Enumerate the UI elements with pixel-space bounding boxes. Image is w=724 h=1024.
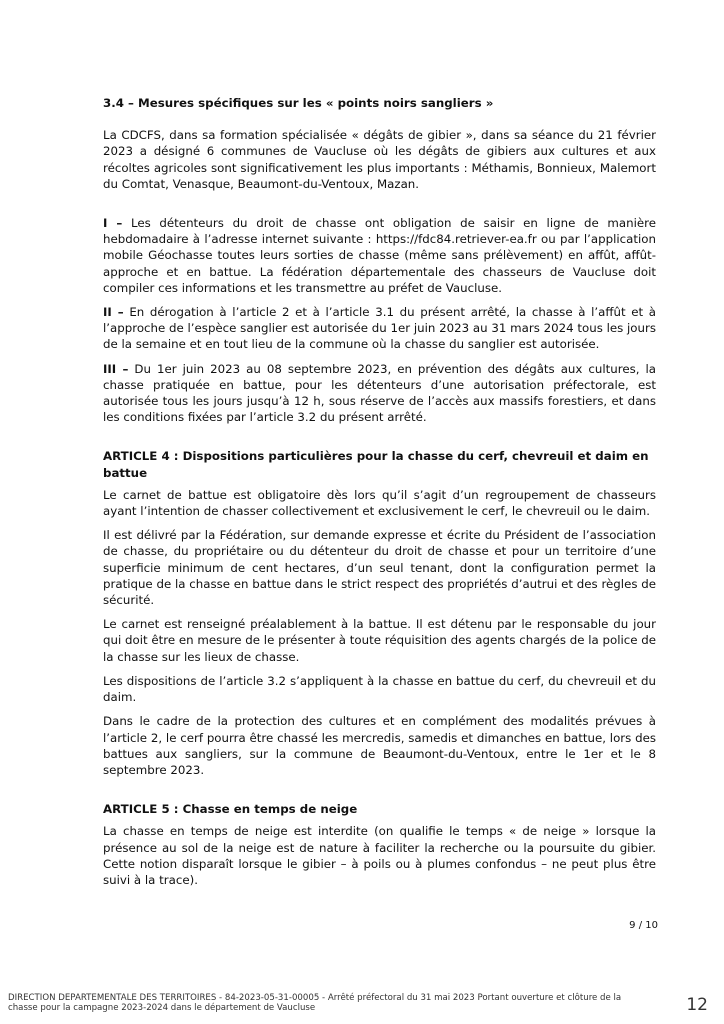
item-2-num: II –	[103, 305, 124, 320]
article4-paragraph: Il est délivré par la Fédération, sur demande expresse et écrite du Président de l’association de chasse, du propriétaire ou du détenteur du droit de chasse et pour un territoire d’une superficie minimum de cent hectares, d’un seul tenant, dont la configuration permet la pratique de la chasse en battue dans le strict respect des propriétés d’autrui et des règles de sécurité.	[103, 528, 656, 608]
article5-paragraph: La chasse en temps de neige est interdite (on qualifie le temps « de neige » lorsque la présence au sol de la neige est de nature à faciliter la recherche ou la poursuite du gibier. Cette notion disparaît lorsque le gibier – à poils ou à plumes confondus – ne peut plus être suivi à la trace).	[103, 824, 656, 887]
article4-paragraph: Le carnet de battue est obligatoire dès lors qu’il s’agit d’un regroupement de chasseurs ayant l’intention de chasser collectivement et exclusivement le cerf, le chevreuil ou le daim.	[103, 487, 656, 519]
footer-number: 12	[686, 995, 708, 1015]
article4-heading: ARTICLE 4 : Dispositions particulières pour la chasse du cerf, chevreuil et daim en battue	[103, 449, 649, 480]
item-3	[103, 361, 656, 426]
item-2-text: En dérogation à l’article 2 et à l’article 3.1 du présent arrêté, la chasse à l’affût et à l’approche de l’espèce sanglier est autorisée du 1er juin 2023 au 31 mars 2024 tous les jours de la semaine et en tout lieu de la commune où la chasse du sanglier est autorisée.	[103, 305, 656, 352]
section-heading: 3.4 – Mesures spécifiques sur les « points noirs sangliers »	[103, 96, 494, 110]
item-1	[103, 215, 656, 296]
article4-paragraph: Le carnet est renseigné préalablement à la battue. Il est détenu par le responsable du jour qui doit être en mesure de le présenter à toute réquisition des agents chargés de la police de la chasse sur les lieux de chasse.	[103, 617, 656, 664]
item-1-text: Les détenteurs du droit de chasse ont obligation de saisir en ligne de manière hebdomadaire à l’adresse internet suivante : https://fdc84.retriever-ea.fr ou par l’application mobile Géochasse toutes leurs sorties de chasse (même sans prélèvement) en affût, affût-approche et en battue. La fédération départementale des chasseurs de Vaucluse doit compiler ces informations et les transmettre au préfet de Vaucluse.	[103, 216, 656, 295]
footer-text: DIRECTION DEPARTEMENTALE DES TERRITOIRES - 84-2023-05-31-00005 - Arrêté préfectoral du 31 mai 2023 Portant ouverture et clôture de la chasse pour la campagne 2023-2024 dans le département de Vaucluse	[8, 993, 622, 1013]
page-number: 9 / 10	[629, 920, 658, 931]
article4-paragraph: Les dispositions de l’article 3.2 s’appliquent à la chasse en battue du cerf, du chevreuil et du daim.	[103, 673, 656, 705]
item-2	[103, 304, 656, 353]
item-3-num: III –	[103, 361, 129, 376]
item-1-num: I –	[103, 216, 123, 231]
section-intro: La CDCFS, dans sa formation spécialisée « dégâts de gibier », dans sa séance du 21 février 2023 a désigné 6 communes de Vaucluse où les dégâts de gibiers aux cultures et aux récoltes agricoles sont significativement les plus importants : Méthamis, Bonnieux, Malemort du Comtat, Venasque, Beaumont-du-Ventoux, Mazan.	[103, 128, 656, 191]
document-body	[103, 95, 656, 901]
article5-heading: ARTICLE 5 : Chasse en temps de neige	[103, 802, 358, 817]
item-3-text: Du 1er juin 2023 au 08 septembre 2023, en prévention des dégâts aux cultures, la chasse pratiquée en battue, pour les détenteurs d’une autorisation préfectorale, est autorisée tous les jours jusqu’à 12 h, sous réserve de l’accès aux massifs forestiers, et dans les conditions fixées par l’article 3.2 du présent arrêté.	[103, 361, 656, 425]
article4-paragraph: Dans le cadre de la protection des cultures et en complément des modalités prévues à l’article 2, le cerf pourra être chassé les mercredis, samedis et dimanches en battue, lors des battues aux sangliers, sur la commune de Beaumont-du-Ventoux, entre le 1er et le 8 septembre 2023.	[103, 714, 656, 777]
